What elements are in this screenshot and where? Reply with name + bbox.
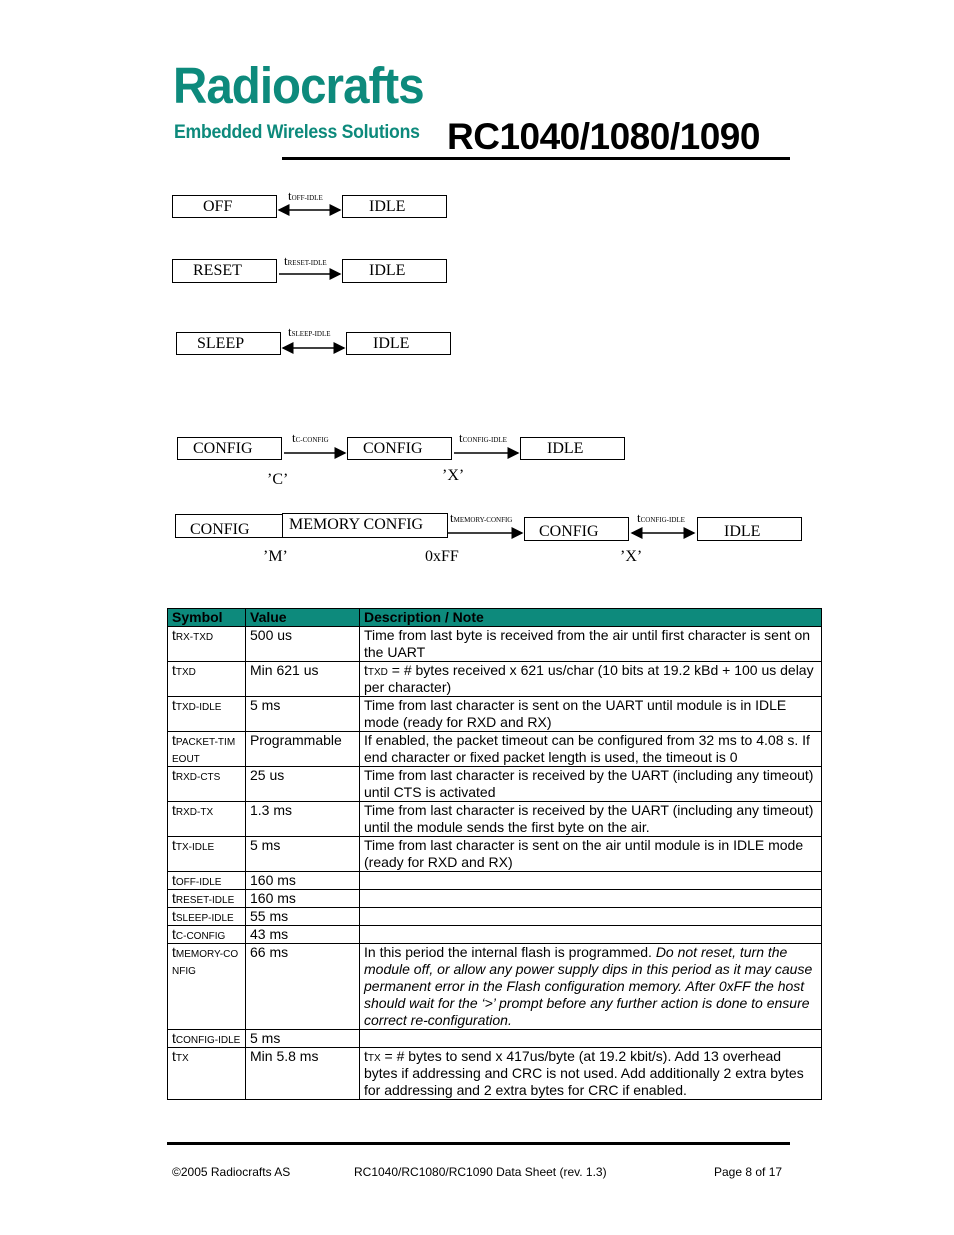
value-cell: 43 ms [246,926,360,944]
logo-name: Radiocrafts [173,57,424,114]
value-cell: 160 ms [246,890,360,908]
footer-document-title: RC1040/RC1080/RC1090 Data Sheet (rev. 1.3) [354,1165,607,1179]
description-cell: Time from last character is sent on the UART until module is in IDLE mode (ready for RXD and RX) [360,697,822,732]
char-label-x: ’X’ [620,548,643,565]
char-label-0xff: 0xFF [425,548,459,565]
value-cell: 1.3 ms [246,802,360,837]
table-row [168,908,822,926]
symbol-cell: tRXD-CTS [168,767,246,802]
state-idle: IDLE [342,195,447,218]
value-cell: Min 5.8 ms [246,1048,360,1100]
footer-page-number: Page 8 of 17 [714,1165,783,1179]
description-cell [360,872,822,890]
state-config: CONFIG [347,437,452,460]
table-row [168,837,822,872]
column-header-value: Value [246,609,360,627]
column-header-description: Description / Note [360,609,822,627]
symbol-cell: tPACKET-TIMEOUT [168,732,246,767]
table-row [168,926,822,944]
description-cell: In this period the internal flash is programmed. Do not reset, turn the module off, or allow any power supply dips in this period as it may cause permanent error in the Flash configuration memory. After 0xFF the host should wait for the ‘>’ prompt before any further action is done to ensure correct re-configuration. [360,944,822,1030]
value-cell: 5 ms [246,1030,360,1048]
table-row [168,697,822,732]
state-memory-config: MEMORY CONFIG [282,513,448,538]
value-cell: 55 ms [246,908,360,926]
table-header-row [168,609,822,627]
table-row [168,890,822,908]
timing-label-reset-idle: tRESET-IDLE [284,253,327,268]
table-row [168,872,822,890]
symbol-cell: tRX-TXD [168,627,246,662]
timing-label-config-idle: tCONFIG-IDLE [637,510,685,525]
table-row [168,732,822,767]
symbol-cell: tSLEEP-IDLE [168,908,246,926]
char-label-x: ’X’ [442,467,465,484]
description-cell: Time from last character is received by the UART (including any timeout) until the module sends the first byte on the air. [360,802,822,837]
symbol-cell: tRXD-TX [168,802,246,837]
value-cell: 66 ms [246,944,360,1030]
char-label-m: ’M’ [263,548,288,565]
symbol-cell: tTXD-IDLE [168,697,246,732]
footer-copyright: ©2005 Radiocrafts AS [172,1165,291,1179]
description-cell: tTXD = # bytes received x 621 us/char (10 bits at 19.2 kBd + 100 us delay per character) [360,662,822,697]
symbol-cell: tC-CONFIG [168,926,246,944]
state-config: CONFIG [175,514,283,538]
timing-label-sleep-idle: tSLEEP-IDLE [288,324,331,339]
description-cell [360,890,822,908]
description-cell: Time from last byte is received from the air until first character is sent on the UART [360,627,822,662]
value-cell: 500 us [246,627,360,662]
value-cell: Programmable [246,732,360,767]
state-off: OFF [172,195,277,218]
state-idle: IDLE [346,332,451,355]
char-label-c: ’C’ [267,471,289,488]
state-sleep: SLEEP [176,332,281,355]
symbol-cell: tRESET-IDLE [168,890,246,908]
state-reset: RESET [172,259,277,283]
value-cell: Min 621 us [246,662,360,697]
state-config: CONFIG [177,437,282,460]
symbol-cell: tCONFIG-IDLE [168,1030,246,1048]
table-row [168,944,822,1030]
value-cell: 25 us [246,767,360,802]
state-idle: IDLE [342,259,447,283]
symbol-cell: tOFF-IDLE [168,872,246,890]
symbol-cell: tMEMORY-CONFIG [168,944,246,1030]
timing-label-memory-config: tMEMORY-CONFIG [450,510,513,525]
timing-label-config-idle: tCONFIG-IDLE [459,430,507,445]
table-row [168,1030,822,1048]
table-row [168,767,822,802]
state-idle: IDLE [520,437,625,460]
description-cell [360,908,822,926]
timing-label-c-config: tC-CONFIG [292,430,329,445]
column-header-symbol: Symbol [168,609,246,627]
timing-table [167,608,822,1100]
table-row [168,662,822,697]
description-cell: Time from last character is received by the UART (including any timeout) until CTS is activated [360,767,822,802]
symbol-cell: tTX [168,1048,246,1100]
description-cell [360,1030,822,1048]
state-config: CONFIG [524,517,629,541]
table-row [168,1048,822,1100]
description-cell: Time from last character is sent on the air until module is in IDLE mode (ready for RXD and RX) [360,837,822,872]
timing-label-off-idle: tOFF-IDLE [288,188,323,203]
logo-tagline: Embedded Wireless Solutions [174,122,420,143]
description-cell: tTX = # bytes to send x 417us/byte (at 19.2 kbit/s). Add 13 overhead bytes if addressing and CRC is not used. Add additionally 2 extra bytes for addressing and 2 extra bytes for CRC if enabled. [360,1048,822,1100]
table-row [168,802,822,837]
symbol-cell: tTXD [168,662,246,697]
description-cell: If enabled, the packet timeout can be configured from 32 ms to 4.08 s. If end character or fixed packet length is used, the timeout is 0 [360,732,822,767]
state-idle: IDLE [697,517,802,541]
table-row [168,627,822,662]
description-cell [360,926,822,944]
model-title: RC1040/1080/1090 [447,116,760,157]
footer-rule [167,1142,790,1145]
value-cell: 160 ms [246,872,360,890]
value-cell: 5 ms [246,697,360,732]
value-cell: 5 ms [246,837,360,872]
symbol-cell: tTX-IDLE [168,837,246,872]
